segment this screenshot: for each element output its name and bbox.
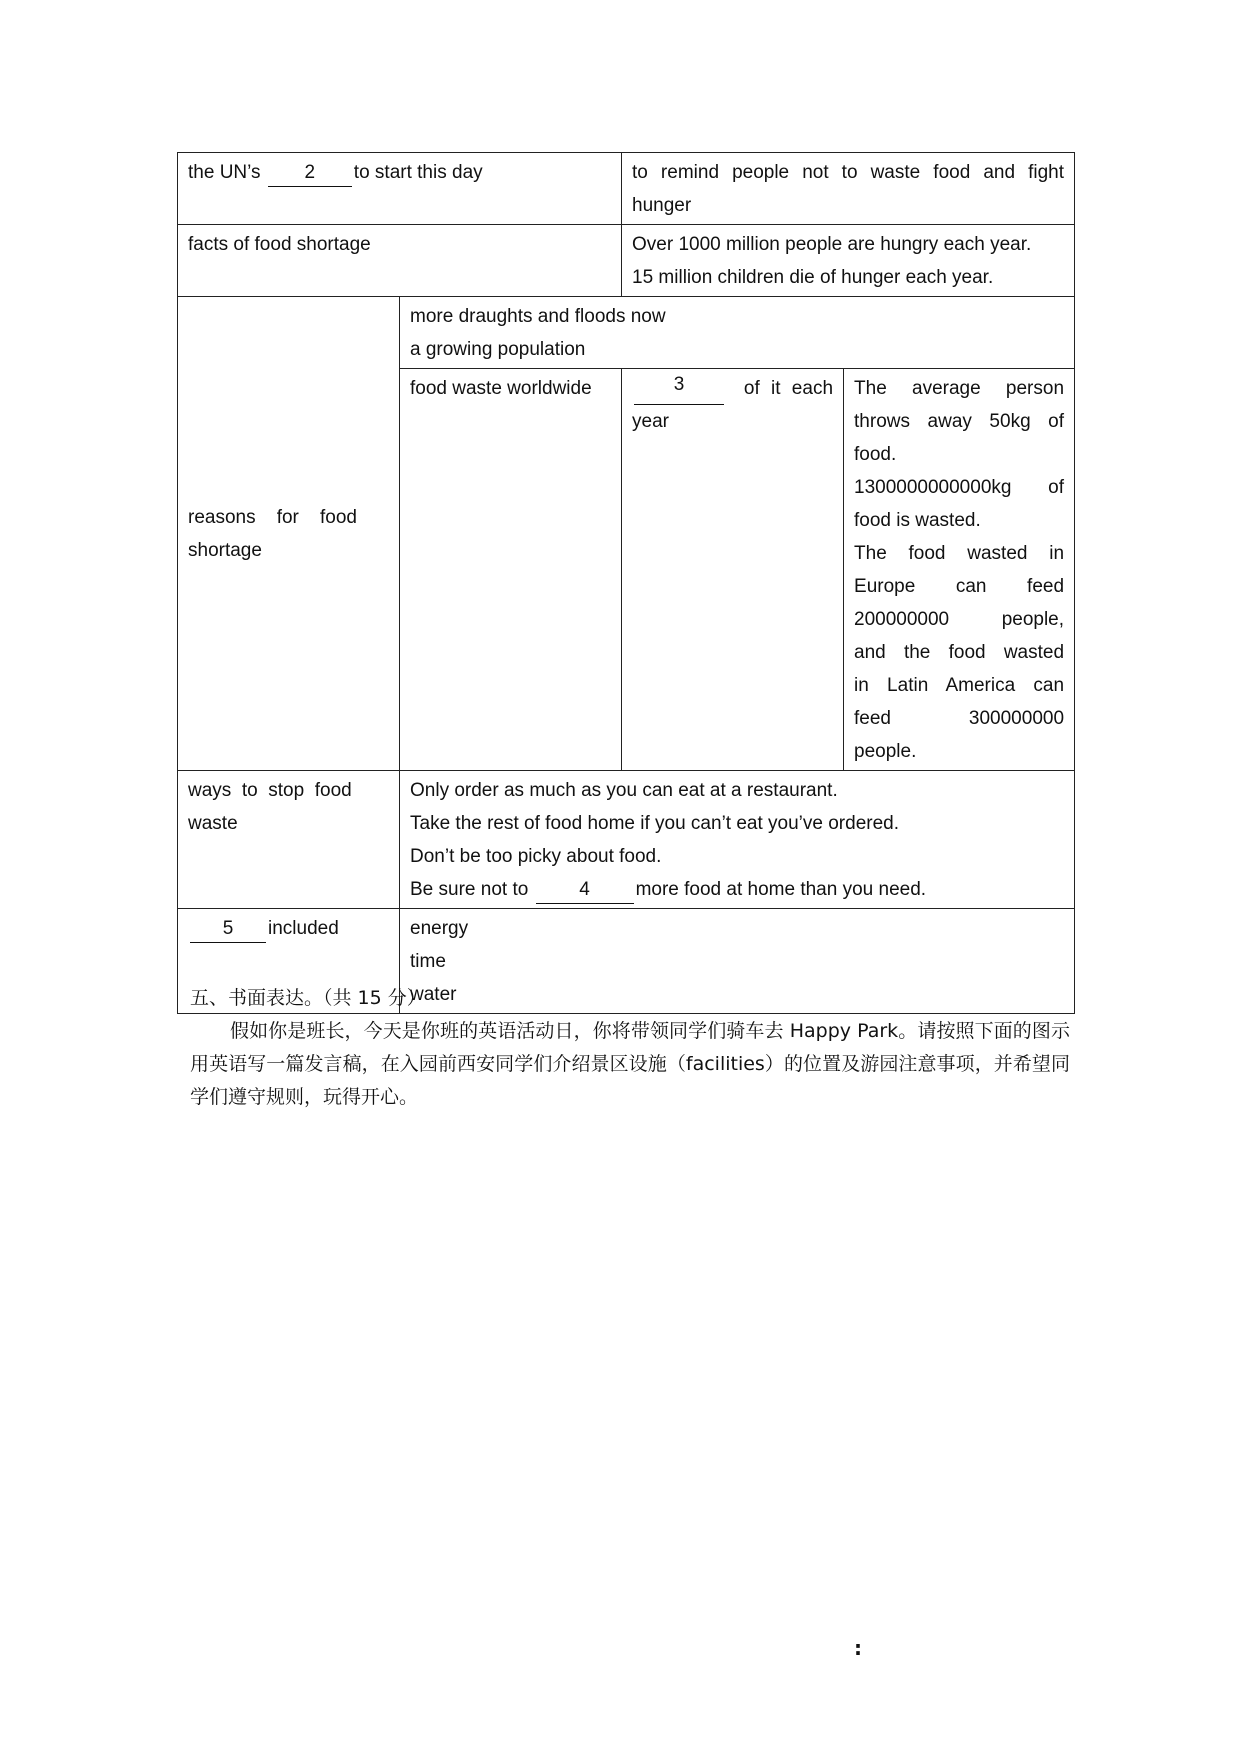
row4-left-cell bbox=[178, 771, 400, 909]
row4-last-pre: Be sure not to bbox=[410, 879, 529, 900]
detail-line: Europe can feed bbox=[854, 576, 1065, 597]
row3-causes-cell bbox=[400, 297, 1075, 369]
section-title: 五、书面表达。（共 15 分） bbox=[190, 987, 426, 1009]
resource-item: energy bbox=[410, 918, 469, 939]
detail-line: feed 300000000 bbox=[854, 708, 1065, 729]
resource-item: water bbox=[410, 984, 457, 1005]
row2-left-cell bbox=[178, 225, 622, 297]
section-prompt: 假如你是班长，今天是你班的英语活动日，你将带领同学们骑车去 Happy Park。请按照下面的图示用英语写一篇发言稿，在入园前西安同学们介绍景区设施（facilities）的位置及游园注意事项，并希望同学们遵守规则，玩得开心。 bbox=[190, 1020, 1070, 1108]
way-line: Don’t be too picky about food. bbox=[410, 846, 662, 867]
detail-line: food is wasted. bbox=[854, 510, 981, 531]
row5-post: included bbox=[268, 918, 339, 939]
detail-line: people. bbox=[854, 741, 917, 762]
row3-cause-line2: a growing population bbox=[410, 339, 586, 360]
way-line-with-blank bbox=[410, 873, 1064, 906]
row1-pre-text: the UN’s bbox=[188, 162, 261, 183]
row2-label: facts of food shortage bbox=[188, 234, 371, 255]
row1-post-text: to start this day bbox=[353, 162, 483, 183]
detail-line: throws away 50kg of bbox=[854, 411, 1065, 432]
row3-amount-line1 bbox=[632, 372, 833, 405]
row1-left-cell bbox=[178, 153, 622, 225]
row2-fact-line1: Over 1000 million people are hungry each year. bbox=[632, 234, 1032, 255]
detail-line: in Latin America can bbox=[854, 675, 1065, 696]
blank-2: 2 bbox=[268, 160, 352, 187]
detail-line: The food wasted in bbox=[854, 543, 1065, 564]
blank-5: 5 bbox=[190, 916, 266, 943]
row3-waste-label-cell bbox=[400, 369, 622, 771]
row4-last-post: more food at home than you need. bbox=[635, 879, 927, 900]
row3-label-line1: reasons for food bbox=[188, 507, 357, 528]
table-row bbox=[178, 225, 1075, 297]
detail-line: and the food wasted bbox=[854, 642, 1065, 663]
row1-right-cell bbox=[622, 153, 1075, 225]
blank-3: 3 bbox=[634, 372, 724, 405]
table-row bbox=[178, 771, 1075, 909]
resource-item: time bbox=[410, 951, 446, 972]
row4-label-line2: waste bbox=[188, 813, 238, 834]
detail-line: 200000000 people, bbox=[854, 609, 1065, 630]
row3-amount-post: of it each bbox=[743, 378, 834, 399]
detail-line: 1300000000000kg of bbox=[854, 477, 1065, 498]
detail-line: The average person bbox=[854, 378, 1065, 399]
row3-label-line2: shortage bbox=[188, 540, 262, 561]
row1-purpose-line1: to remind people not to waste food and fight bbox=[632, 162, 1065, 183]
row2-fact-line2: 15 million children die of hunger each year. bbox=[632, 267, 994, 288]
row3-waste-label: food waste worldwide bbox=[410, 378, 592, 399]
row4-label-line1: ways to stop food bbox=[188, 780, 352, 801]
row3-details-cell bbox=[844, 369, 1075, 771]
row2-right-cell bbox=[622, 225, 1075, 297]
row3-cause-line1: more draughts and floods now bbox=[410, 306, 666, 327]
page-mark: : bbox=[854, 1636, 862, 1660]
table-row bbox=[178, 297, 1075, 369]
food-waste-table bbox=[177, 152, 1075, 1014]
writing-section bbox=[190, 982, 1070, 1114]
detail-line: food. bbox=[854, 444, 897, 465]
way-line: Take the rest of food home if you can’t eat you’ve ordered. bbox=[410, 813, 900, 834]
row1-purpose-line2: hunger bbox=[632, 195, 692, 216]
blank-4: 4 bbox=[536, 877, 634, 904]
row3-amount-cell bbox=[622, 369, 844, 771]
row4-ways-cell bbox=[400, 771, 1075, 909]
row3-amount-line2: year bbox=[632, 411, 669, 432]
way-line: Only order as much as you can eat at a restaurant. bbox=[410, 780, 838, 801]
table-row bbox=[178, 153, 1075, 225]
row3-left-cell bbox=[178, 297, 400, 771]
